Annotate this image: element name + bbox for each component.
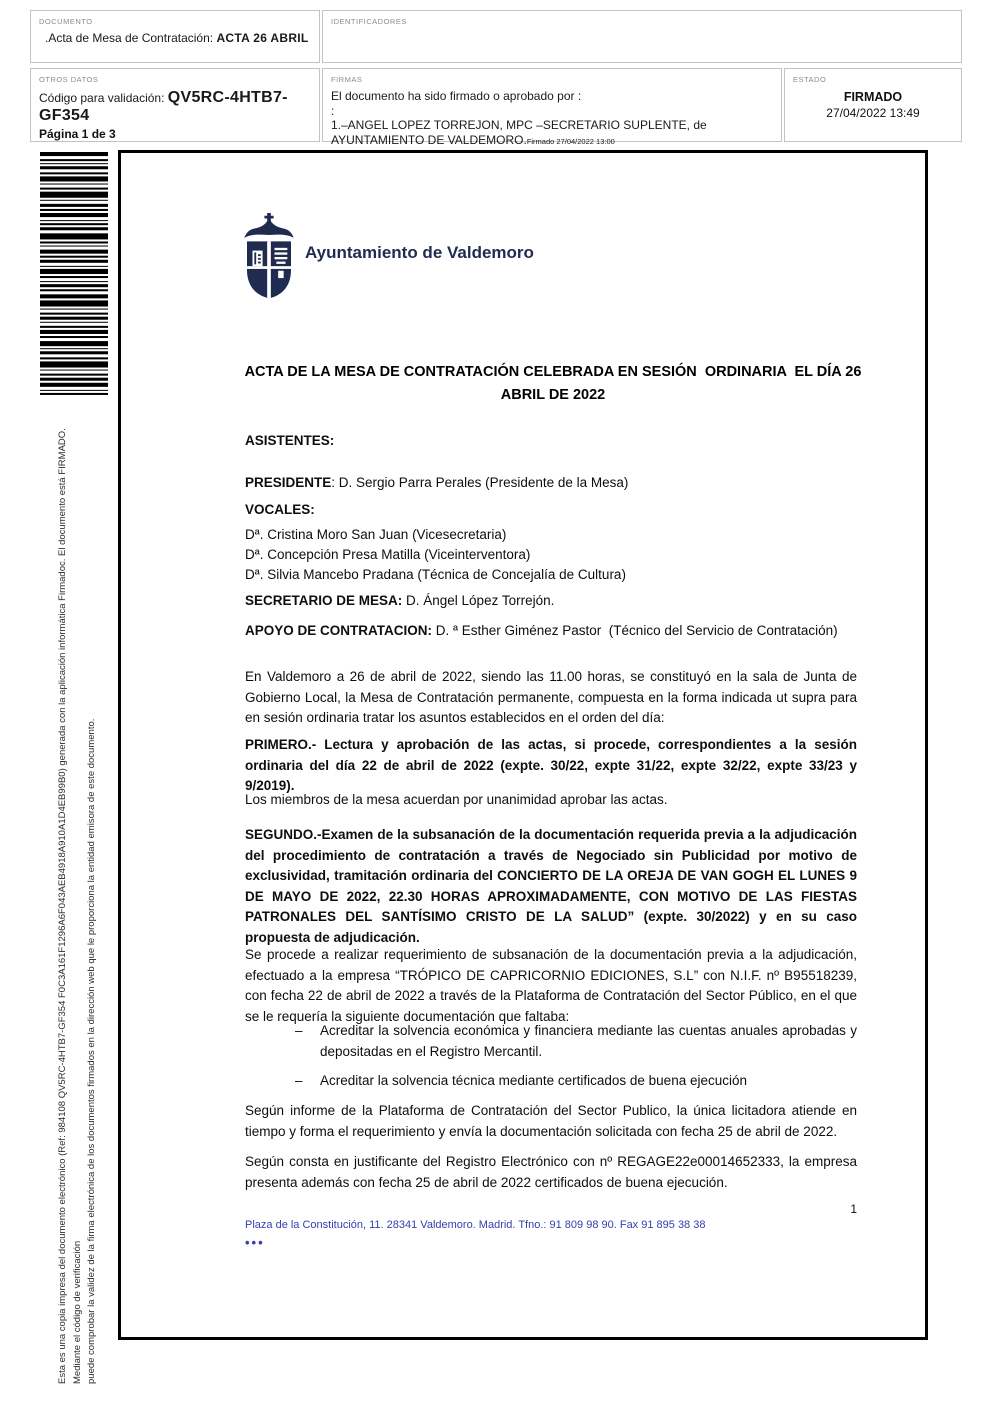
firmas-label: FIRMAS bbox=[331, 75, 363, 84]
vocal-item: Dª. Silvia Mancebo Pradana (Técnica de Concejalía de Cultura) bbox=[245, 567, 626, 582]
footer-address: Plaza de la Constitución, 11. 28341 Valdemoro. Madrid. Tfno.: 91 809 98 90. Fax 91 895 38 38 bbox=[245, 1219, 706, 1231]
vocal-item: Dª. Concepción Presa Matilla (Viceinterventora) bbox=[245, 547, 531, 562]
se-procede-paragraph: Se procede a realizar requerimiento de subsanación de la documentación previa a la adjudicación, efectuado a la empresa “TRÓPICO DE CAPRICORNIO EDICIONES, S.L” con N.I.F. nº B95518239, con fecha 22 de abril de 2022 a través de la Plataforma de Contratación del Sector Público, en el que se le requería la siguiente documentación que faltaba: bbox=[245, 947, 857, 1024]
vocal-item: Dª. Cristina Moro San Juan (Vicesecretaria) bbox=[245, 527, 507, 542]
estado-status: FIRMADO bbox=[843, 90, 903, 104]
validation-code: QV5RC-4HTB7-GF354 bbox=[39, 89, 288, 124]
validation-code-label: Código para validación: bbox=[39, 91, 168, 105]
segun-consta-paragraph: Según consta en justificante del Registro Electrónico con nº REGAGE22e00014652333, la empresa presenta además con fecha 25 de abril de 2022 certificados de buena ejecución. bbox=[245, 1154, 857, 1190]
bullet-item: – Acreditar la solvencia económica y financiera mediante las cuentas anuales aprobadas y depositadas en el Registro Mercantil. bbox=[245, 1021, 857, 1062]
segundo-heading: SEGUNDO.-Examen de la subsanación de la documentación requerida previa a la adjudicación del procedimiento de contratación a través de Negociado sin Publicidad por motivo de exclusividad, tramitación ordinaria del CONCIERTO DE LA OREJA DE VAN GOGH EL LUNES 9 DE MAYO DE 2022, 22.30 HORAS APROXIMADAMENTE, CON MOTIVO DE LAS FIESTAS PATRONALES DEL SANTÍSIMO CRISTO DE LA SALUD” (expte. 30/2022) y en su caso propuesta de adjudicación. bbox=[245, 827, 857, 945]
verification-text bbox=[56, 399, 100, 1384]
presidente-label: PRESIDENTE bbox=[245, 475, 332, 490]
verification-line-1: Esta es una copia impresa del documento electrónico (Ref: 984108 QV5RC-4HTB7-GF354 F0C3A161F1296A6F043AEB4918A910A1D4EB99B0) generada con la aplicación informática Firmadoc. El documento está FIRMADO. Mediante el código de verificación bbox=[57, 428, 83, 1384]
page-indicator: Página 1 de 3 bbox=[39, 127, 116, 141]
segun-informe-paragraph: Según informe de la Plataforma de Contratación del Sector Publico, la única licitadora atiende en tiempo y forma el requerimiento y envía la documentación solicitada con fecha 25 de abril de 2022. bbox=[245, 1103, 857, 1139]
org-name: Ayuntamiento de Valdemoro bbox=[305, 243, 534, 262]
page-number: 1 bbox=[850, 1202, 857, 1216]
primero-text: Los miembros de la mesa acuerdan por unanimidad aprobar las actas. bbox=[245, 792, 668, 807]
header-box-documento bbox=[30, 10, 320, 63]
doc-title: ACTA DE LA MESA DE CONTRATACIÓN CELEBRADA EN SESIÓN ORDINARIA EL DÍA 26 ABRIL DE 2022 bbox=[244, 364, 865, 403]
footer-dots: ••• bbox=[245, 1235, 265, 1250]
identificadores-label: IDENTIFICADORES bbox=[331, 17, 407, 26]
secretario-value: D. Ángel López Torrejón. bbox=[402, 593, 555, 608]
header-box-otros-datos bbox=[30, 68, 320, 142]
signer-1-stamp: Firmado 27/04/2022 13:00 bbox=[526, 136, 615, 146]
presidente-value: : D. Sergio Parra Perales (Presidente de la Mesa) bbox=[331, 475, 629, 490]
intro-paragraph: En Valdemoro a 26 de abril de 2022, siendo las 11.00 horas, se constituyó en la sala de Junta de Gobierno Local, la Mesa de Contratación permanente, compuesta en la forma indicada ut supra para en sesión ordinaria tratar los asuntos establecidos en el orden del día: bbox=[245, 669, 857, 725]
verification-line-2: puede comprobar la validez de la firma electrónica de los documentos firmados en la dirección web que le proporciona la entidad emisora de este documento. bbox=[86, 718, 97, 1384]
estado-datetime: 27/04/2022 13:49 bbox=[826, 106, 920, 120]
estado-label: ESTADO bbox=[793, 75, 827, 84]
apoyo-label: APOYO DE CONTRATACION: bbox=[245, 623, 432, 638]
documento-label: DOCUMENTO bbox=[39, 17, 93, 26]
otros-datos-label: OTROS DATOS bbox=[39, 75, 99, 84]
documento-value-prefix: .Acta de Mesa de Contratación: bbox=[45, 31, 217, 45]
header-box-identificadores bbox=[322, 10, 962, 63]
documento-value bbox=[39, 31, 311, 45]
header-box-firmas bbox=[322, 68, 782, 147]
secretario-label: SECRETARIO DE MESA: bbox=[245, 593, 403, 608]
validation-code-line bbox=[39, 89, 311, 125]
presidente-line bbox=[245, 473, 857, 494]
asistentes-heading: ASISTENTES: bbox=[245, 433, 335, 448]
apoyo-line bbox=[245, 621, 857, 642]
document-frame bbox=[118, 150, 928, 1340]
bullet-dash: – bbox=[295, 1023, 303, 1038]
bullet-dash: – bbox=[295, 1073, 303, 1088]
firmas-intro: El documento ha sido firmado o aprobado por : bbox=[331, 89, 582, 103]
vocales-heading: VOCALES: bbox=[245, 502, 315, 517]
secretario-line bbox=[245, 591, 857, 612]
documento-value-bold: ACTA 26 ABRIL bbox=[216, 31, 309, 45]
barcode bbox=[40, 152, 108, 397]
header-box-estado bbox=[784, 68, 962, 142]
signer-line-1: 1.–ANGEL LOPEZ TORREJON, MPC –SECRETARIO SUPLENTE, de AYUNTAMIENTO DE VALDEMORO.Firmado 27/04/2022 13:00 bbox=[331, 118, 707, 147]
bullet-item: – Acreditar la solvencia técnica mediante certificados de buena ejecución bbox=[245, 1071, 857, 1092]
firmas-colon: : bbox=[331, 103, 335, 118]
apoyo-value: D. ª Esther Giménez Pastor (Técnico del Servicio de Contratación) bbox=[432, 623, 838, 638]
vocales-list bbox=[245, 525, 857, 585]
valdemoro-coat-of-arms-icon bbox=[241, 213, 297, 301]
primero-heading: PRIMERO.- Lectura y aprobación de las actas, si procede, correspondientes a la sesión ordinaria del día 22 de abril de 2022 (expte. 30/22, expte 31/22, expte 32/22, expte 33/23 y 9/2019). bbox=[245, 737, 857, 793]
